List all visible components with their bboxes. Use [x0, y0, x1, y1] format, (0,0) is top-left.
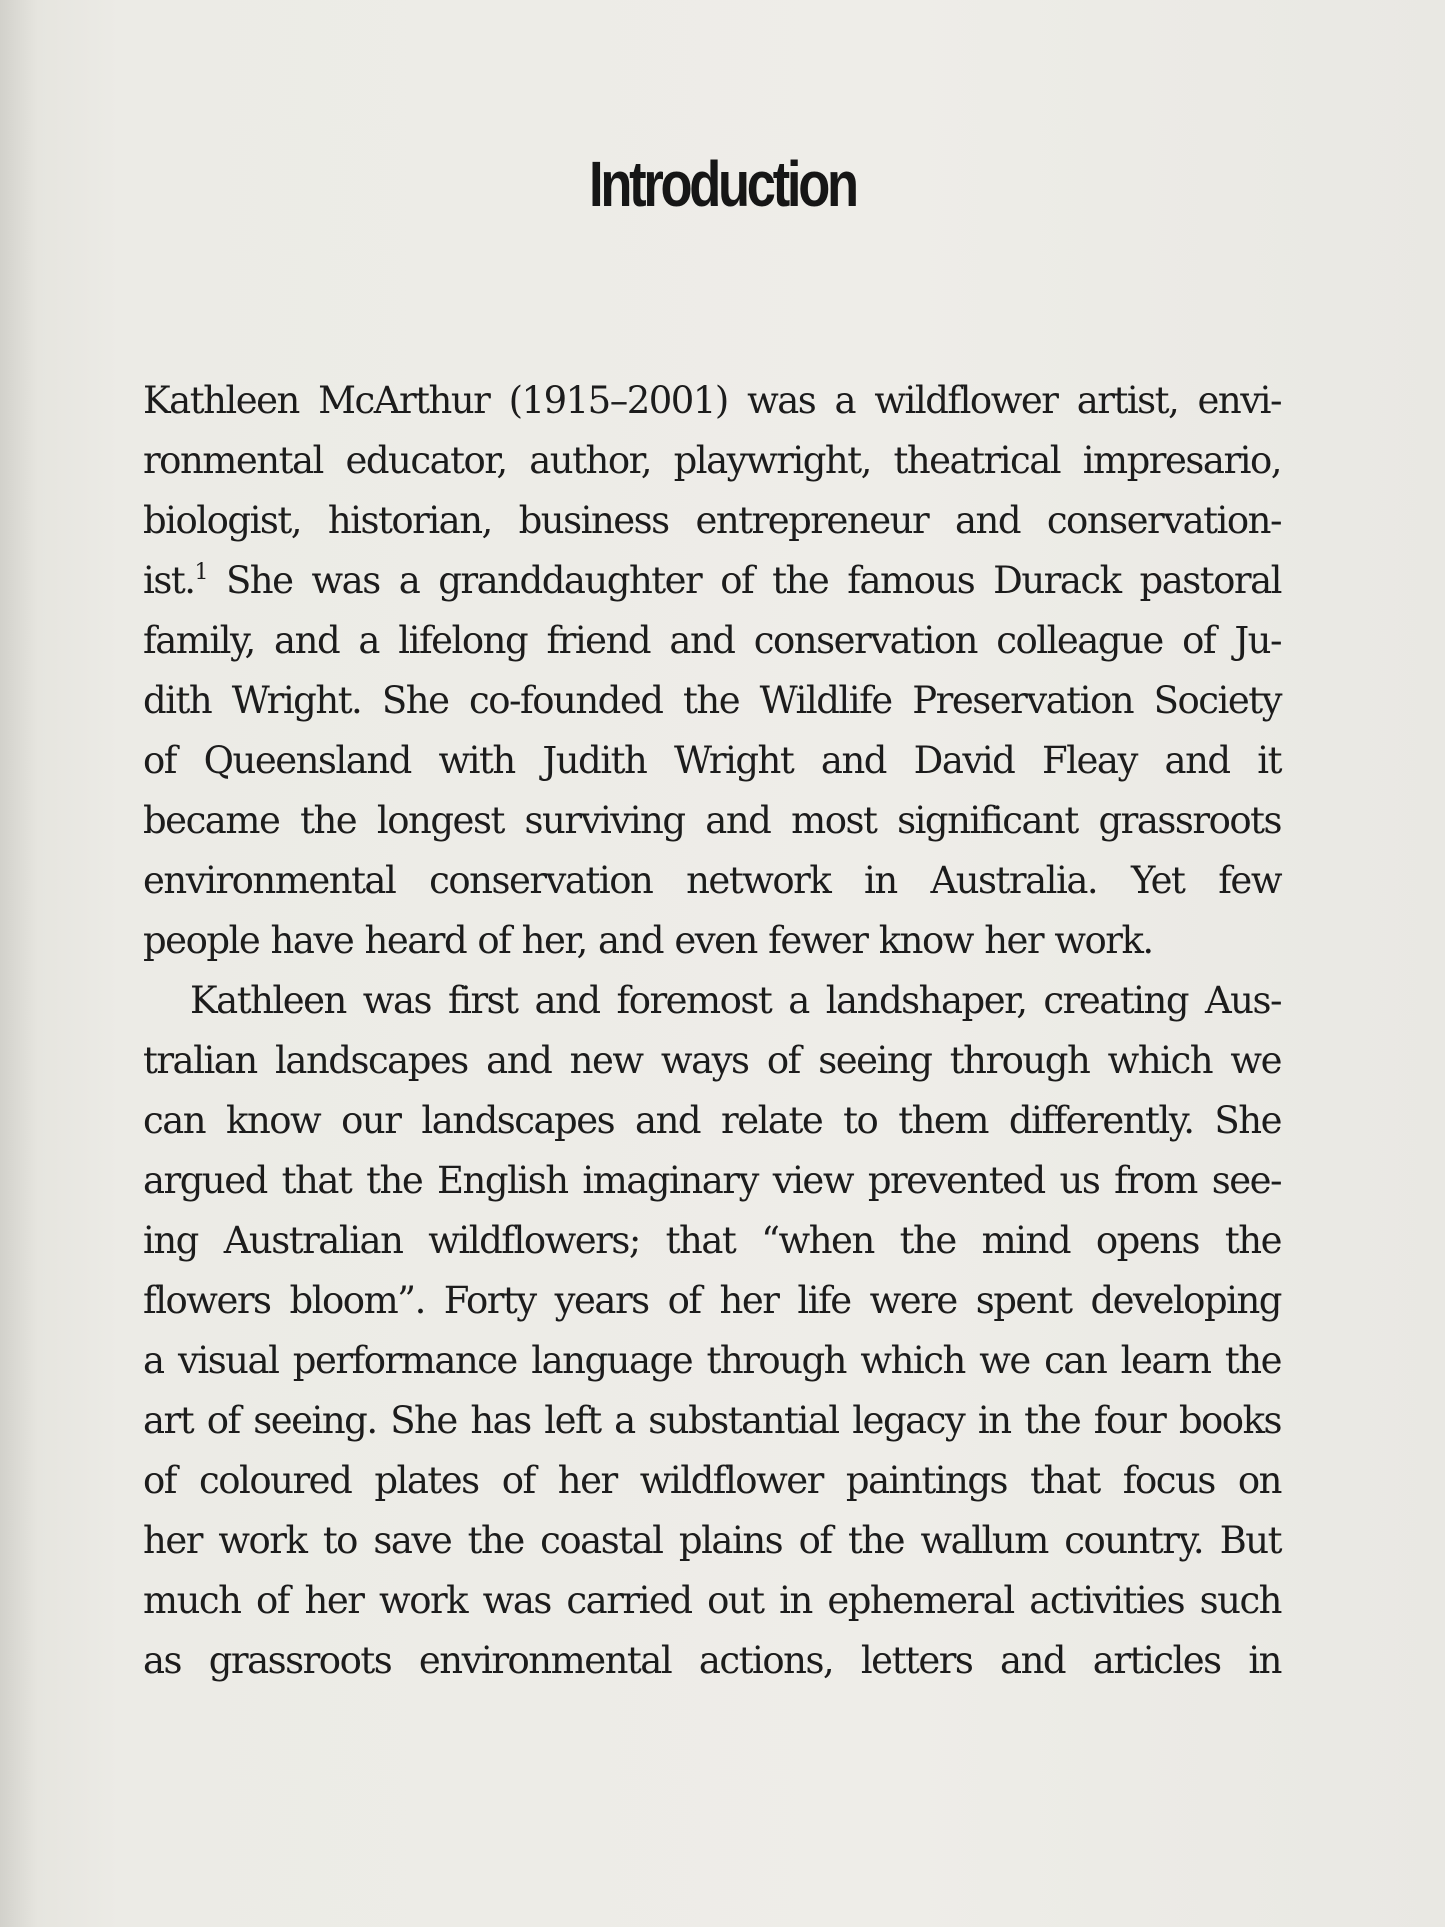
text-line: environmental conservation network in Australia. Yet few [143, 859, 1281, 902]
text-line: ing Australian wildflowers; that “when the mind opens the [143, 1219, 1281, 1262]
text-line: became the longest surviving and most significant grassroots [143, 799, 1281, 842]
text-line: as grassroots environmental actions, letters and articles in [143, 1639, 1281, 1682]
page-heading: Introduction [589, 148, 856, 220]
text-line: her work to save the coastal plains of the wallum country. But [143, 1519, 1281, 1562]
text-line: people have heard of her, and even fewer know her work. [143, 919, 1153, 962]
text-line: much of her work was carried out in ephemeral activities such [143, 1579, 1281, 1622]
text-line: Kathleen McArthur (1915–2001) was a wildflower artist, envi- [143, 379, 1281, 422]
text-fragment: She was a granddaughter of the famous Durack pastoral [206, 559, 1281, 602]
text-line [143, 552, 1281, 610]
text-line: dith Wright. She co-founded the Wildlife Preservation Society [143, 679, 1281, 722]
text-line: tralian landscapes and new ways of seeing through which we [143, 1039, 1281, 1082]
text-line: Kathleen was first and foremost a landshaper, creating Aus- [190, 979, 1281, 1022]
text-fragment: ist. [143, 559, 195, 602]
footnote-marker: 1 [194, 560, 207, 585]
text-line: art of seeing. She has left a substantial legacy in the four books [143, 1399, 1281, 1442]
text-line: ronmental educator, author, playwright, theatrical impresario, [143, 439, 1281, 482]
text-line: of Queensland with Judith Wright and David Fleay and it [143, 739, 1281, 782]
text-line: biologist, historian, business entrepreneur and conservation- [143, 499, 1281, 542]
text-line: can know our landscapes and relate to them differently. She [143, 1099, 1281, 1142]
text-line: a visual performance language through which we can learn the [143, 1339, 1281, 1382]
text-line: argued that the English imaginary view prevented us from see- [143, 1159, 1281, 1202]
text-line: family, and a lifelong friend and conservation colleague of Ju- [143, 619, 1281, 662]
text-line: flowers bloom”. Forty years of her life were spent developing [143, 1279, 1281, 1322]
text-line: of coloured plates of her wildflower paintings that focus on [143, 1459, 1281, 1502]
